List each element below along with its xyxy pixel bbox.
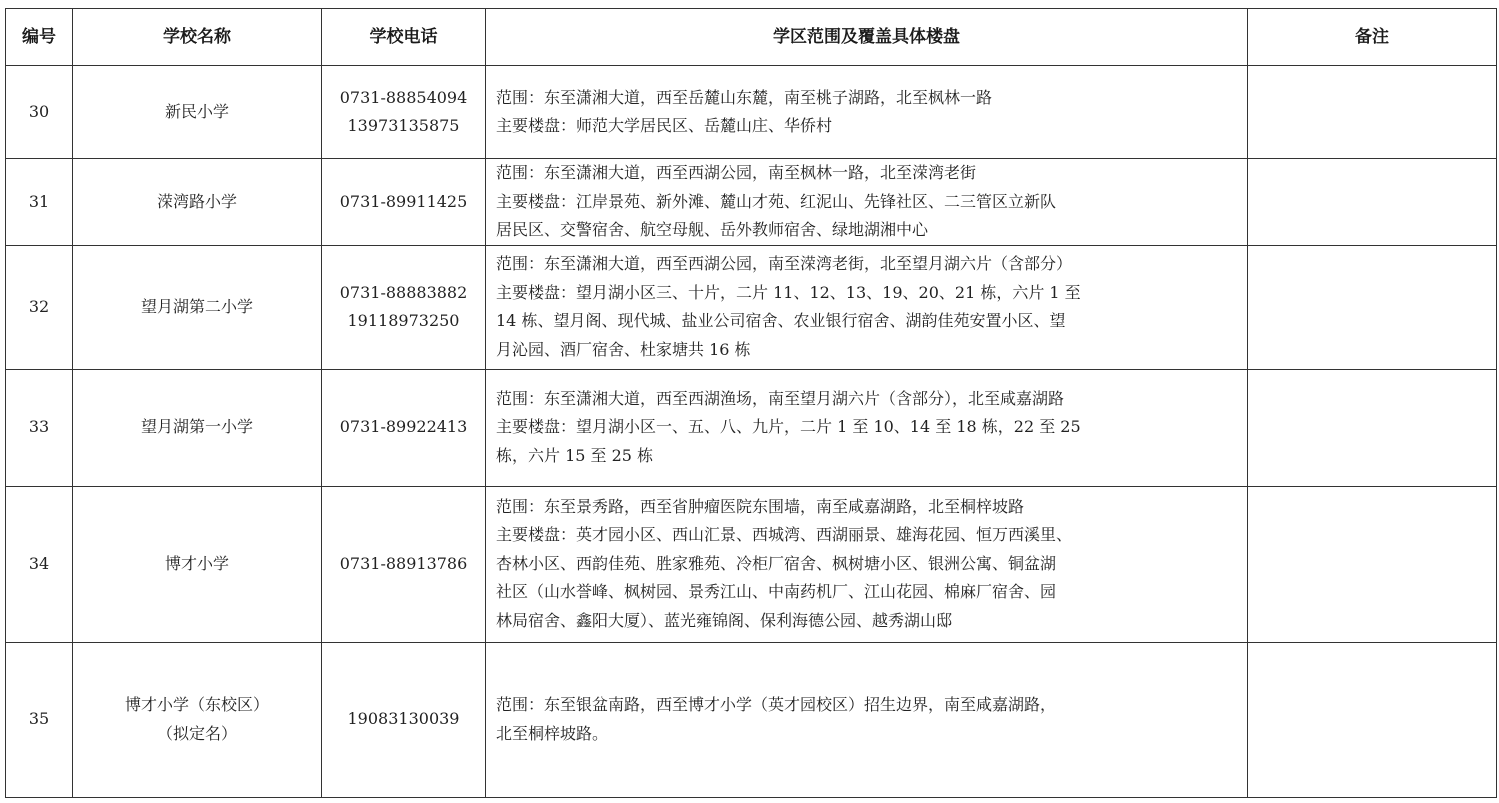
table-row [6, 159, 1497, 246]
school-phone-cell [322, 245, 486, 369]
note-cell [1248, 486, 1497, 642]
table-row [6, 642, 1497, 797]
district-area-cell [486, 66, 1248, 159]
table-body [6, 66, 1497, 798]
header-row [6, 9, 1497, 66]
school-phone: 0731-88913786 [339, 553, 468, 573]
school-phone-cell [322, 642, 486, 797]
row-number: 35 [6, 642, 73, 797]
district-area-line: 主要楼盘：师范大学居民区、岳麓山庄、华侨村 [496, 116, 833, 135]
district-area-line: 栋，六片 15 至 25 栋 [496, 445, 654, 465]
district-area-line: 北至桐梓坡路。 [496, 723, 609, 743]
row-number: 31 [6, 159, 73, 246]
school-name-cell [73, 369, 322, 486]
school-name: 新民小学 [164, 101, 229, 121]
school-name: 博才小学（东校区） [124, 695, 269, 714]
note-cell [1248, 642, 1497, 797]
school-name-cell [73, 642, 322, 797]
school-phone: 19083130039 [347, 709, 460, 729]
school-name: 望月湖第一小学 [140, 417, 253, 437]
school-name: 望月湖第二小学 [140, 296, 253, 316]
district-area-line: 范围：东至银盆南路，西至博才小学（英才园校区）招生边界，南至咸嘉湖路， [496, 695, 1057, 714]
school-phone: 13973135875 [347, 116, 460, 135]
district-area-line: 主要楼盘：英才园小区、西山汇景、西城湾、西湖丽景、雄海花园、恒万西溪里、 [496, 525, 1073, 545]
district-area-cell [486, 159, 1248, 246]
district-area-cell [486, 245, 1248, 369]
school-phone: 0731-89911425 [339, 191, 468, 211]
district-area-line: 杏林小区、西韵佳苑、胜家雅苑、冷柜厂宿舍、枫树塘小区、银洲公寓、铜盆湖 [496, 553, 1057, 573]
school-phone: 0731-89922413 [339, 417, 468, 437]
school-phone: 19118973250 [347, 311, 460, 330]
school-name-cell [73, 486, 322, 642]
school-name-cell [73, 66, 322, 159]
school-phone-cell [322, 369, 486, 486]
district-area-line: 月沁园、酒厂宿舍、杜家塘共 16 栋 [496, 339, 751, 359]
district-area-cell [486, 642, 1248, 797]
school-name-cell [73, 159, 322, 246]
school-phone-cell [322, 159, 486, 246]
district-area-line: 主要楼盘：望月湖小区一、五、八、九片，二片 1 至 10、14 至 18 栋，22 至 25 [496, 417, 1081, 437]
district-area-line: 社区（山水誉峰、枫树园、景秀江山、中南药机厂、江山花园、棉麻厂宿舍、园 [496, 582, 1057, 602]
row-number: 33 [6, 369, 73, 486]
table-row [6, 245, 1497, 369]
district-area-line: 林局宿舍、鑫阳大厦）、蓝光雍锦阁、保利海德公园、越秀湖山邸 [496, 610, 953, 630]
header-district-area: 学区范围及覆盖具体楼盘 [486, 9, 1248, 66]
school-name: 博才小学 [164, 553, 229, 573]
row-number: 34 [6, 486, 73, 642]
note-cell [1248, 369, 1497, 486]
header-note: 备注 [1248, 9, 1497, 66]
school-phone-cell [322, 66, 486, 159]
note-cell [1248, 66, 1497, 159]
table-row [6, 369, 1497, 486]
district-area-line: 主要楼盘：望月湖小区三、十片，二片 11、12、13、19、20、21 栋，六片 1 至 [496, 282, 1081, 302]
school-name-cell [73, 245, 322, 369]
district-area-cell [486, 486, 1248, 642]
district-area-line: 范围：东至潇湘大道，西至岳麓山东麓，南至桃子湖路，北至枫林一路 [496, 87, 993, 107]
district-area-line: 主要楼盘：江岸景苑、新外滩、麓山才苑、红泥山、先锋社区、二三管区立新队 [496, 191, 1057, 211]
district-area-line: 范围：东至潇湘大道，西至西湖渔场，南至望月湖六片（含部分），北至咸嘉湖路 [496, 388, 1065, 408]
row-number: 32 [6, 245, 73, 369]
header-school-name: 学校名称 [73, 9, 322, 66]
school-name: 溁湾路小学 [156, 191, 237, 211]
note-cell [1248, 245, 1497, 369]
header-num: 编号 [6, 9, 73, 66]
row-number: 30 [6, 66, 73, 159]
table-row [6, 66, 1497, 159]
district-area-line: 范围：东至潇湘大道，西至西湖公园，南至枫林一路，北至溁湾老街 [496, 163, 977, 182]
district-area-cell [486, 369, 1248, 486]
district-area-line: 范围：东至潇湘大道，西至西湖公园，南至溁湾老街，北至望月湖六片（含部分） [496, 254, 1073, 273]
school-district-table [5, 8, 1497, 798]
table-row [6, 486, 1497, 642]
district-area-line: 14 栋、望月阁、现代城、盐业公司宿舍、农业银行宿舍、湖韵佳苑安置小区、望 [496, 311, 1066, 330]
district-area-line: 居民区、交警宿舍、航空母舰、岳外教师宿舍、绿地湖湘中心 [496, 220, 929, 239]
school-name: （拟定名） [156, 723, 237, 743]
district-area-line: 范围：东至景秀路，西至省肿瘤医院东围墙，南至咸嘉湖路，北至桐梓坡路 [496, 496, 1025, 516]
school-phone: 0731-88854094 [339, 87, 468, 107]
header-school-phone: 学校电话 [322, 9, 486, 66]
school-phone: 0731-88883882 [339, 282, 468, 302]
school-phone-cell [322, 486, 486, 642]
note-cell [1248, 159, 1497, 246]
